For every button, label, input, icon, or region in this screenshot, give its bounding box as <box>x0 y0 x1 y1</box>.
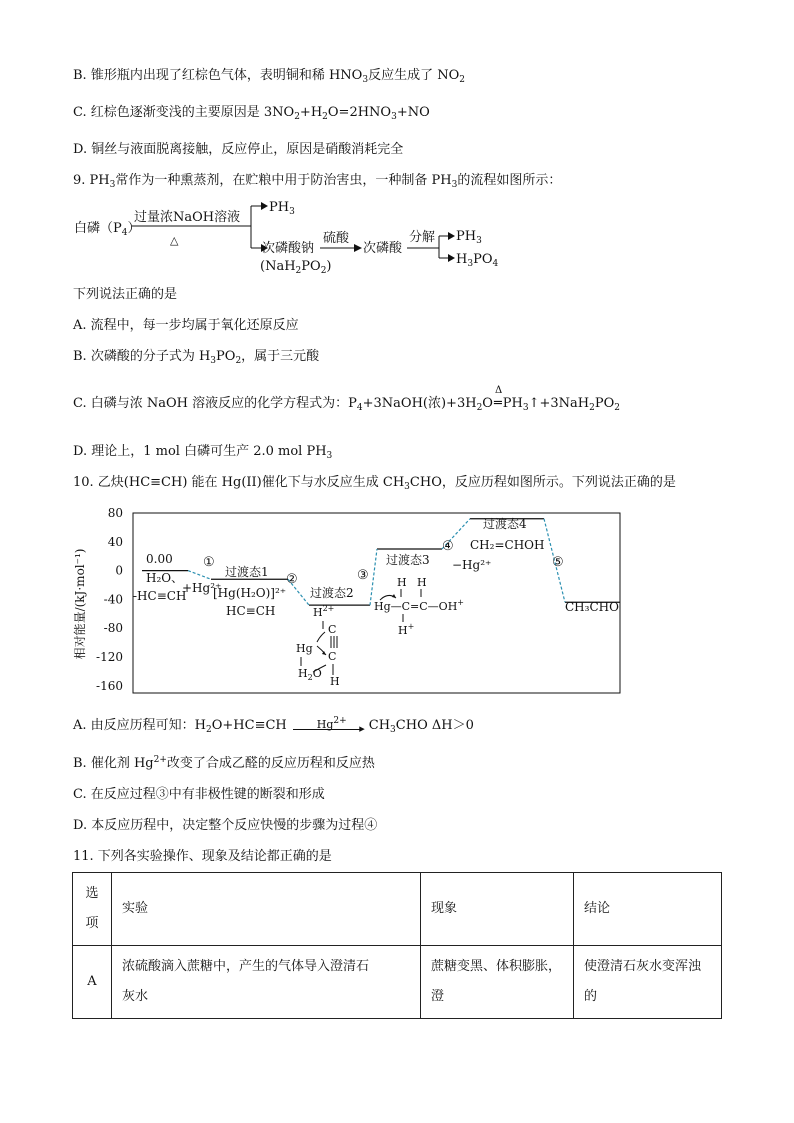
q9-stem: 9. $PH_3$常作为一种熏蒸剂，在贮粮中用于防治害虫，一种制备 $PH_3$的流程如图所示： <box>73 173 562 190</box>
q9-question: 下列说法正确的是 <box>73 287 178 302</box>
label-ts1: 过渡态1 <box>225 565 269 579</box>
step-1: ① <box>203 555 215 570</box>
flow-heat: △ <box>170 234 179 247</box>
y-tick-label: 40 <box>107 534 123 549</box>
label-ts1-species: HC≡CH <box>226 604 276 618</box>
ts2-structure <box>296 604 340 688</box>
y-tick-label: 80 <box>107 506 123 520</box>
energy-profile-chart <box>60 500 630 700</box>
flow-salt-formula: $(NaH_2PO_2)$ <box>260 259 332 274</box>
svg-text:Hg—C=C—OH+: Hg—C=C—OH+ <box>374 598 464 613</box>
chart-y-axis <box>96 506 123 693</box>
q8-option-c: C. 红棕色逐渐变浅的主要原因是 $3NO_2+H_2O=2HNO_3+NO$ <box>73 105 430 122</box>
flow-hypophosphite-salt: 次磷酸钠 <box>262 241 315 256</box>
q9-flow-diagram <box>70 192 510 274</box>
cell-conclusion: 使澄清石灰水变浑浊 的 <box>574 946 722 1019</box>
label-plus-hg: +Hg²⁺ <box>182 581 222 595</box>
label-ts2: 过渡态2 <box>310 586 354 600</box>
q10-option-d: D. 本反应历程中，决定整个反应快慢的步骤为过程④ <box>73 818 378 833</box>
svg-text:C: C <box>328 623 337 636</box>
transition-connector <box>188 571 211 580</box>
svg-text:Hg: Hg <box>296 642 313 655</box>
flow-decompose: 分解 <box>409 230 436 245</box>
label-start-energy: 0.00 <box>146 552 173 566</box>
step-4: ④ <box>442 539 454 554</box>
label-ts3: 过渡态3 <box>386 553 430 567</box>
header-experiment: 实验 <box>112 873 421 946</box>
y-tick-label: -120 <box>96 650 123 664</box>
y-tick-label: 0 <box>115 563 123 578</box>
q11-stem: 11. 下列各实验操作、现象及结论都正确的是 <box>73 849 332 864</box>
svg-text:H+: H+ <box>398 622 415 637</box>
svg-text:H: H <box>417 576 427 589</box>
svg-text:H2+: $H^{2+}$ <box>313 604 335 619</box>
q9-option-c: C. 白磷与浓 NaOH 溶液反应的化学方程式为：$P_4+3NaOH$(浓)$+3H_2O$ Δ $═PH_3↑+3NaH_2PO_2$ <box>73 385 621 413</box>
cell-experiment: 浓硫酸滴入蔗糖中，产生的气体导入澄清石 灰水 <box>112 946 421 1019</box>
step-5: ⑤ <box>552 555 564 570</box>
label-ts4: 过渡态4 <box>483 517 527 531</box>
q10-option-c: C. 在反应过程③中有非极性键的断裂和形成 <box>73 787 325 802</box>
svg-text:H2O: $H_2O$ <box>298 667 322 682</box>
q9-option-d: D. 理论上，1 mol 白磷可生产 2.0 mol $PH_3$ <box>73 444 333 461</box>
q10-stem: 10. 乙炔(HC≡CH) 能在 Hg(II)催化下与水反应生成 $CH_3CHO$，反应历程如图所示。下列说法正确的是 <box>73 475 676 492</box>
header-observation: 现象 <box>421 873 574 946</box>
cell-observation: 蔗糖变黑、体积膨胀， 澄 <box>421 946 574 1019</box>
label-ts1-formula: [Hg(H₂O)]²⁺ <box>213 586 287 600</box>
q8-option-d: D. 铜丝与液面脱离接触，反应停止，原因是硝酸消耗完全 <box>73 142 404 157</box>
flow-white-phosphorus: 白磷$(P_4)$ <box>74 221 141 238</box>
cell-option: A <box>73 946 112 1019</box>
flow-ph3-2: $PH_3$ <box>456 229 482 246</box>
svg-text:C: C <box>328 650 337 663</box>
transition-connector <box>370 549 377 605</box>
flow-acid-reagent: 硫酸 <box>323 231 350 246</box>
q10-option-b: B. 催化剂 $Hg^{2+}$改变了合成乙醛的反应历程和反应热 <box>73 755 375 771</box>
q8-option-b: B. 锥形瓶内出现了红棕色气体，表明铜和稀 $HNO_3$反应生成了 $NO_2$ <box>73 68 465 85</box>
q11-table <box>72 872 722 1019</box>
ts3-structure <box>374 576 464 637</box>
label-ts4-formula: CH₂=CHOH <box>470 538 545 552</box>
q9-option-b: B. 次磷酸的分子式为 $H_3PO_2$，属于三元酸 <box>73 349 320 366</box>
header-conclusion: 结论 <box>574 873 722 946</box>
step-2: ② <box>286 572 298 587</box>
label-product: CH₃CHO <box>565 600 619 614</box>
catalyst-arrow: $Hg^{2+}$ ▸ <box>293 728 363 729</box>
label-minus-hg: −Hg²⁺ <box>452 558 492 572</box>
svg-text:H: H <box>397 576 407 589</box>
y-tick-label: -40 <box>103 592 123 607</box>
heat-equals-sign: Δ ═ <box>493 385 503 411</box>
q10-option-a: A. 由反应历程可知：$H_2O+HC\equiv CH$ $Hg^{2+}$ ▸ $CH_3CHO$ ΔH＞0 <box>73 716 474 735</box>
header-option: 选 项 <box>73 873 112 946</box>
chart-ylabel: 相对能量/(kJ·mol⁻¹) <box>73 548 87 660</box>
y-tick-label: -160 <box>96 678 123 693</box>
label-start-species: H₂O、 <box>146 571 184 585</box>
svg-text:H: H <box>330 675 340 688</box>
flow-h3po4: $H_3PO_4$ <box>456 252 499 269</box>
flow-ph3-1: $PH_3$ <box>269 200 295 217</box>
flow-hypophosphorous-acid: 次磷酸 <box>363 241 403 256</box>
y-tick-label: -80 <box>103 621 123 636</box>
flow-reagent: 过量浓NaOH溶液 <box>134 210 241 225</box>
step-3: ③ <box>357 568 369 583</box>
q9-option-a: A. 流程中，每一步均属于氧化还原反应 <box>73 318 299 333</box>
label-start-species2: -HC≡CH <box>133 589 187 603</box>
table-header-row <box>73 873 722 946</box>
table-row <box>73 946 722 1019</box>
